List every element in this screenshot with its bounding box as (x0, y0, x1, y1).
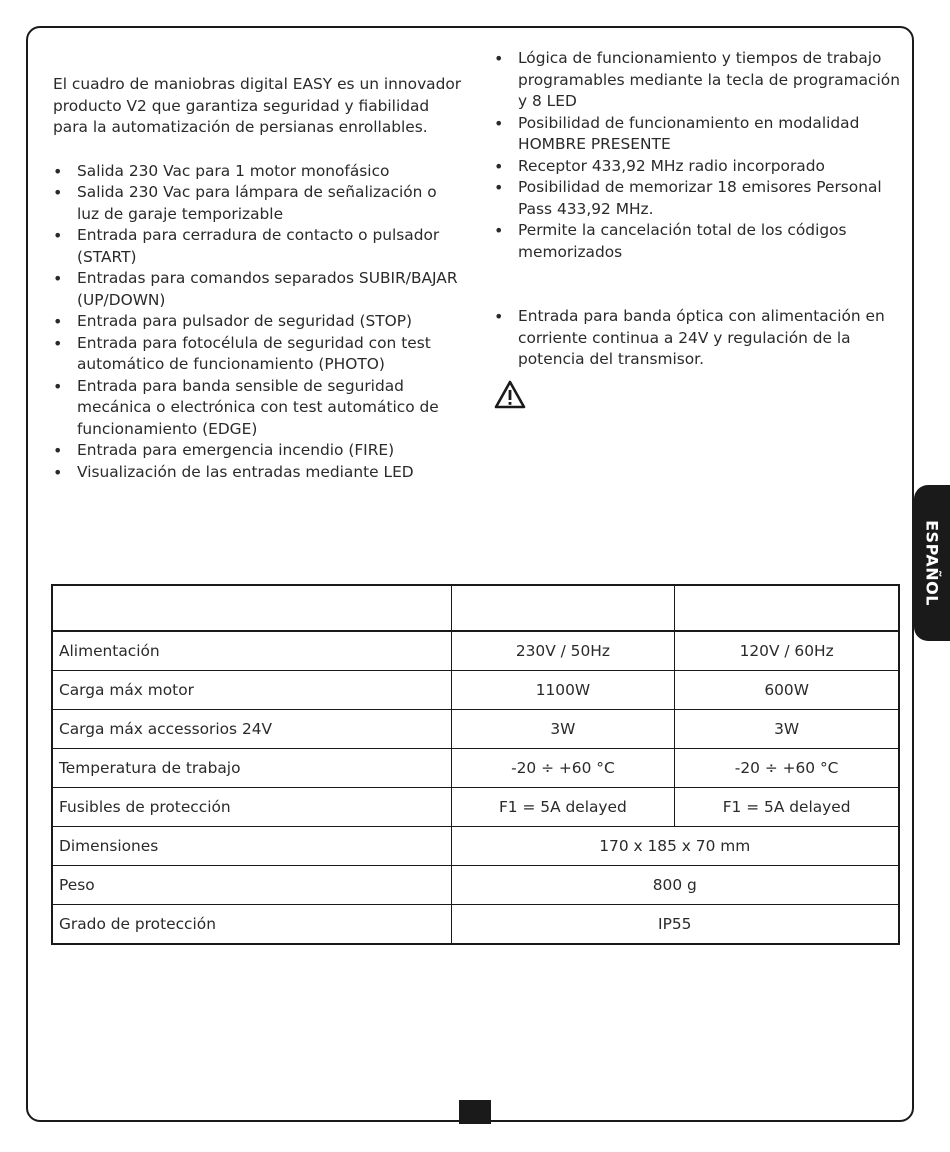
table-header-cell (451, 585, 675, 631)
table-cell-label: Carga máx motor (52, 671, 451, 710)
list-item: • Entradas para comandos separados SUBIR/BAJAR (UP/DOWN) (53, 268, 463, 311)
table-row (52, 866, 899, 905)
table-cell-value: 3W (451, 710, 675, 749)
list-item: • Permite la cancelación total de los códigos memorizados (494, 220, 904, 263)
table-row (52, 827, 899, 866)
table-cell-label: Temperatura de trabajo (52, 749, 451, 788)
feature-list-left (53, 161, 463, 484)
table-cell-label: Grado de protección (52, 905, 451, 945)
table-row (52, 788, 899, 827)
list-item: • Receptor 433,92 MHz radio incorporado (494, 156, 904, 178)
table-cell-value: -20 ÷ +60 °C (675, 749, 899, 788)
table-row (52, 631, 899, 671)
table-cell-value: 120V / 60Hz (675, 631, 899, 671)
table-cell-value: F1 = 5A delayed (675, 788, 899, 827)
table-cell-value: 230V / 50Hz (451, 631, 675, 671)
list-item: • Entrada para cerradura de contacto o pulsador (START) (53, 225, 463, 268)
list-item: • Visualización de las entradas mediante LED (53, 462, 463, 484)
table-row (52, 710, 899, 749)
table-row (52, 749, 899, 788)
table-header-cell (675, 585, 899, 631)
table-cell-value: -20 ÷ +60 °C (451, 749, 675, 788)
list-item: • Entrada para emergencia incendio (FIRE) (53, 440, 463, 462)
feature-list-right-2 (494, 306, 904, 371)
table-cell-value: 1100W (451, 671, 675, 710)
language-tab (914, 485, 950, 641)
list-item: • Salida 230 Vac para 1 motor monofásico (53, 161, 463, 183)
table-cell-label: Peso (52, 866, 451, 905)
list-item: • Lógica de funcionamiento y tiempos de trabajo programables mediante la tecla de programación y 8 LED (494, 48, 904, 113)
list-item: • Entrada para banda sensible de seguridad mecánica o electrónica con test automático de funcionamiento (EDGE) (53, 376, 463, 441)
left-column (53, 74, 463, 483)
table-cell-label: Alimentación (52, 631, 451, 671)
table-cell-value: IP55 (451, 905, 899, 945)
table-cell-value: F1 = 5A delayed (451, 788, 675, 827)
list-item: • Salida 230 Vac para lámpara de señalización o luz de garaje temporizable (53, 182, 463, 225)
table-header-row (52, 585, 899, 631)
warning-triangle-icon (494, 379, 526, 411)
list-item: • Entrada para banda óptica con alimentación en corriente continua a 24V y regulación de la potencia del transmisor. (494, 306, 904, 371)
table-cell-value: 3W (675, 710, 899, 749)
table-cell-label: Carga máx accessorios 24V (52, 710, 451, 749)
table-row (52, 671, 899, 710)
table-cell-value: 800 g (451, 866, 899, 905)
right-column (494, 48, 904, 417)
table-cell-value: 600W (675, 671, 899, 710)
page-number-marker (459, 1100, 491, 1124)
table-cell-value: 170 x 185 x 70 mm (451, 827, 899, 866)
list-item: • Posibilidad de funcionamiento en modalidad HOMBRE PRESENTE (494, 113, 904, 156)
list-item: • Entrada para pulsador de seguridad (STOP) (53, 311, 463, 333)
spec-table (51, 584, 900, 945)
feature-list-right (494, 48, 904, 263)
intro-paragraph: El cuadro de maniobras digital EASY es un innovador producto V2 que garantiza seguridad y fiabilidad para la automatización de persianas enrollables. (53, 75, 462, 136)
table-cell-label: Dimensiones (52, 827, 451, 866)
table-header-cell (52, 585, 451, 631)
list-item: • Entrada para fotocélula de seguridad con test automático de funcionamiento (PHOTO) (53, 333, 463, 376)
table-row (52, 905, 899, 945)
language-tab-label: ESPAÑOL (922, 520, 942, 606)
list-item: • Posibilidad de memorizar 18 emisores Personal Pass 433,92 MHz. (494, 177, 904, 220)
table-cell-label: Fusibles de protección (52, 788, 451, 827)
